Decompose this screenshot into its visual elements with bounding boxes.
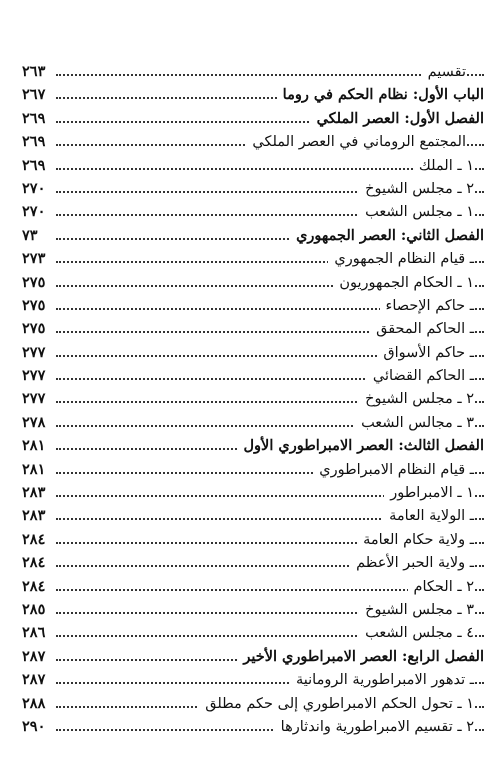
entry-title: ٢ ـ مجلس الشيوخ xyxy=(359,179,474,199)
entry-title: ـ الحاكم المحقق xyxy=(370,319,474,339)
page-number: ٢٨٤ xyxy=(22,530,46,548)
toc-entry xyxy=(22,692,484,715)
toc-entry xyxy=(22,504,484,527)
toc-entry xyxy=(22,411,484,434)
toc-entry xyxy=(22,481,484,504)
page-number: ٢٧٥ xyxy=(22,320,46,338)
page-number: ٢٦٧ xyxy=(22,86,46,104)
entry-title: الفصل الرابع: العصر الامبراطوري الأخير xyxy=(237,647,484,667)
entry-title: ـ قيام النظام الامبراطوري xyxy=(313,460,474,480)
toc-entry xyxy=(22,83,484,106)
toc-entry xyxy=(22,317,484,340)
page-number: ٢٧٧ xyxy=(22,343,46,361)
table-of-contents xyxy=(22,60,484,738)
page-number: ٢٨٧ xyxy=(22,647,46,665)
entry-title: ـ حاكم الأسواق xyxy=(377,343,474,363)
entry-title: ١ ـ تحول الحكم الامبراطوري إلى حكم مطلق xyxy=(199,694,474,714)
toc-entry xyxy=(22,528,484,551)
entry-title: ـ الولاية العامة xyxy=(383,506,474,526)
toc-entry xyxy=(22,341,484,364)
entry-title: الفصل الثالث: العصر الامبراطوري الأول xyxy=(238,436,484,456)
page-number: ٢٨٤ xyxy=(22,577,46,595)
toc-entry xyxy=(22,224,484,247)
toc-entry xyxy=(22,598,484,621)
entry-title: ٢ ـ مجلس الشيوخ xyxy=(359,389,474,409)
entry-title: ـ الحاكم القضائي xyxy=(367,366,474,386)
toc-entry xyxy=(22,551,484,574)
toc-entry xyxy=(22,271,484,294)
entry-title: ـ حاكم الإحصاء xyxy=(380,296,474,316)
toc-entry xyxy=(22,364,484,387)
page-number: ٢٧٧ xyxy=(22,390,46,408)
page-number: ٢٨١ xyxy=(22,437,46,455)
entry-title: الباب الأول: نظام الحكم في روما xyxy=(277,85,484,105)
page-number: ٢٦٣ xyxy=(22,63,46,80)
page-number: ٢٧٥ xyxy=(22,273,46,291)
page-number: ٢٧٣ xyxy=(22,250,46,268)
entry-title: تقسيم xyxy=(422,62,466,82)
toc-entry xyxy=(22,60,484,83)
page-number: ٧٣ xyxy=(22,226,38,244)
dot-leader xyxy=(56,74,484,76)
page-number: ٢٦٩ xyxy=(22,109,46,127)
entry-title: ٣ ـ مجلس الشيوخ xyxy=(359,600,474,620)
toc-entry xyxy=(22,715,484,738)
page-number: ٢٨٨ xyxy=(22,694,46,712)
entry-title: ١ ـ مجلس الشعب xyxy=(359,202,474,222)
page-number: ٢٦٩ xyxy=(22,156,46,174)
page-number: ٢٨١ xyxy=(22,460,46,478)
toc-entry xyxy=(22,154,484,177)
page-number: ٢٧٥ xyxy=(22,296,46,314)
toc-entry xyxy=(22,177,484,200)
page-number: ٢٨٣ xyxy=(22,484,46,502)
toc-entry xyxy=(22,200,484,223)
toc-entry xyxy=(22,387,484,410)
page-number: ٢٧٠ xyxy=(22,179,46,197)
toc-entry xyxy=(22,458,484,481)
entry-title: ٢ ـ الحكام xyxy=(408,577,474,597)
page-number: ٢٩٠ xyxy=(22,717,46,735)
toc-entry xyxy=(22,247,484,270)
toc-entry xyxy=(22,645,484,668)
entry-title: ـ ولاية الحبر الأعظم xyxy=(350,553,474,573)
entry-title: ـ قيام النظام الجمهوري xyxy=(328,249,474,269)
page-number: ٢٧٧ xyxy=(22,367,46,385)
toc-entry xyxy=(22,130,484,153)
toc-entry xyxy=(22,434,484,457)
page-number: ٢٨٣ xyxy=(22,507,46,525)
page-number: ٢٦٩ xyxy=(22,133,46,151)
entry-title: الفصل الأول: العصر الملكي xyxy=(311,109,484,129)
entry-title: ـ تدهور الامبراطورية الرومانية xyxy=(290,670,474,690)
entry-title: الفصل الثاني: العصر الجمهوري xyxy=(290,226,484,246)
entry-title: ـ ولاية حكام العامة xyxy=(357,530,474,550)
page-number: ٢٨٦ xyxy=(22,624,46,642)
page-number: ٢٨٤ xyxy=(22,554,46,572)
toc-entry xyxy=(22,575,484,598)
entry-title: المجتمع الروماني في العصر الملكي xyxy=(246,132,466,152)
page-number: ٢٨٧ xyxy=(22,671,46,689)
toc-entry xyxy=(22,621,484,644)
entry-title: ٢ ـ تقسيم الامبراطورية واندثارها xyxy=(275,717,474,737)
page-number: ٢٧٠ xyxy=(22,203,46,221)
toc-entry xyxy=(22,668,484,691)
entry-title: ٤ ـ مجلس الشعب xyxy=(359,623,474,643)
toc-entry xyxy=(22,294,484,317)
entry-title: ١ ـ الملك xyxy=(413,156,474,176)
entry-title: ١ ـ الامبراطور xyxy=(384,483,474,503)
page-number: ٢٨٥ xyxy=(22,600,46,618)
page-number: ٢٧٨ xyxy=(22,413,46,431)
entry-title: ٣ ـ مجالس الشعب xyxy=(355,413,474,433)
toc-entry xyxy=(22,107,484,130)
entry-title: ١ ـ الحكام الجمهوريون xyxy=(333,273,474,293)
